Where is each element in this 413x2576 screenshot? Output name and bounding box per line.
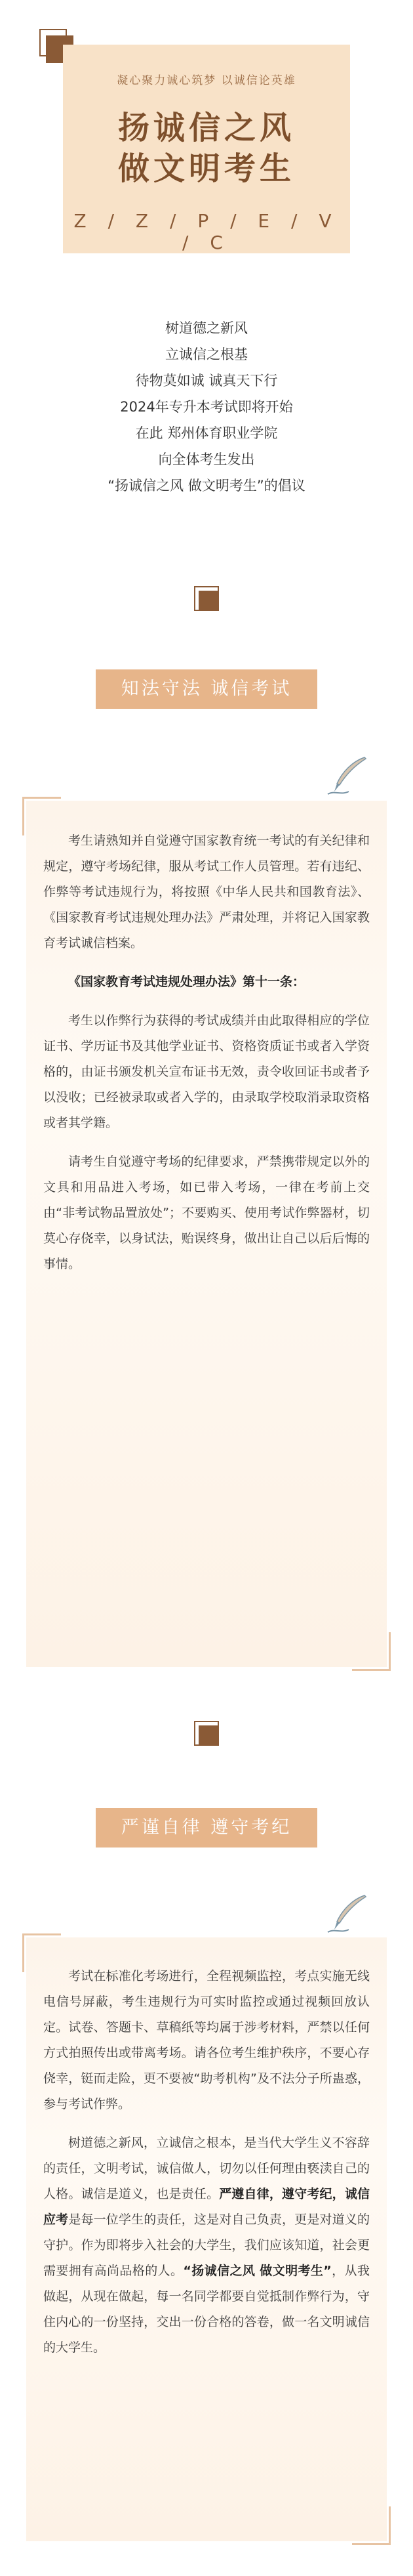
- section1-marker-fill: [199, 591, 218, 610]
- intro-line: “扬诚信之风 做文明考生”的倡议: [108, 478, 305, 494]
- section1-card: [26, 801, 387, 1667]
- intro-line: 向全体考生发出: [158, 452, 255, 467]
- header-title-line1: 扬诚信之风: [117, 110, 295, 146]
- section2-slogan: “扬诚信之风 做文明考生”: [183, 2264, 332, 2278]
- section2-card: [26, 1937, 387, 2541]
- intro-line: 2024年专升本考试即将开始: [120, 399, 293, 415]
- section1-title: 知法守法 诚信考试: [96, 669, 317, 709]
- intro-line: 立诚信之根基: [165, 347, 248, 362]
- section1-body: [43, 828, 370, 1290]
- intro-block: [0, 315, 413, 499]
- intro-line: 在此 郑州体育职业学院: [135, 425, 278, 441]
- header-subtitle: 凝心聚力诚心筑梦 以诚信论英雄: [117, 74, 296, 87]
- header-banner: [63, 45, 350, 253]
- section2-paragraph: 考试在标准化考场进行，全程视频监控，考点实施无线电信号屏蔽，考生违规行为可实时监控或通过视频回放认定。试卷、答题卡、草稿纸等均属于涉考材料，严禁以任何方式拍照传出或带离考场。请各位考生维护秩序，不要心存侥幸，铤而走险，更不要被“助考机构”及不法分子所蛊惑，参与考试作弊。: [43, 1969, 370, 2111]
- intro-line: 待物莫如诚 诚真天下行: [135, 373, 278, 389]
- quill-pen-icon: [326, 755, 368, 797]
- quill-pen-icon: [326, 1893, 368, 1935]
- section1-paragraph: 请考生自觉遵守考场的纪律要求，严禁携带规定以外的文具和用品进入考场，如已带入考场，一律在考前上交由“非考试物品置放处”；不要购买、使用考试作弊器材，切莫心存侥幸，以身试法，贻误终身，做出让自己以后后悔的事情。: [43, 1154, 370, 1271]
- card-corner-decoration: [352, 2506, 391, 2545]
- section1-article-title: 《国家教育考试违规处理办法》第十一条：: [68, 975, 305, 989]
- section2-text: 树道德之新风，立诚信之根本，是当代大学生义不容辞的责任，文明考试，诚信做人，切勿以任何理由亵渎自己的人格。诚信是道义，也是责任。: [43, 2136, 370, 2201]
- section1-paragraph-heading: [43, 969, 370, 995]
- section2-emphasis: 严遵自律，遵守考纪，诚信应考: [43, 2187, 370, 2227]
- section2-marker-fill: [199, 1725, 218, 1745]
- section2-text: ，从我做起，从现在做起，每一名同学都要自觉抵制作弊行为，守住内心的一份坚持，交出一份合格的答卷，做一名文明诚信的大学生。: [43, 2264, 370, 2355]
- section2-body: [43, 1964, 370, 2374]
- section1-paragraph: 考生以作弊行为获得的考试成绩并由此取得相应的学位证书、学历证书及其他学业证书、资格资质证书或者入学资格的，由证书颁发机关宣布证书无效，责令收回证书或者予以没收；已经被录取或者入学的，由录取学校取消录取资格或者其学籍。: [43, 1013, 370, 1130]
- intro-line: 树道德之新风: [165, 320, 248, 336]
- section2-title: 严谨自律 遵守考纪: [96, 1808, 317, 1848]
- header-title: [63, 108, 350, 189]
- section1-paragraph: 考生请熟知并自觉遵守国家教育统一考试的有关纪律和规定，遵守考场纪律，服从考试工作人员管理。若有违纪、作弊等考试违规行为，将按照《中华人民共和国教育法》、《国家教育考试违规处理办法》严肃处理，并将记入国家教育考试诚信档案。: [43, 834, 370, 950]
- header-title-line2: 做文明考生: [117, 150, 295, 187]
- section2-text: 是每一位学生的责任，这是对自己负责，更是对道义的守护。作为即将步入社会的大学生，我们应该知道，社会更需要拥有高尚品格的人。: [43, 2212, 370, 2278]
- header-letters: Z / Z / P / E / V / C: [73, 210, 340, 253]
- card-corner-decoration: [352, 1632, 391, 1671]
- section2-paragraph: [43, 2130, 370, 2361]
